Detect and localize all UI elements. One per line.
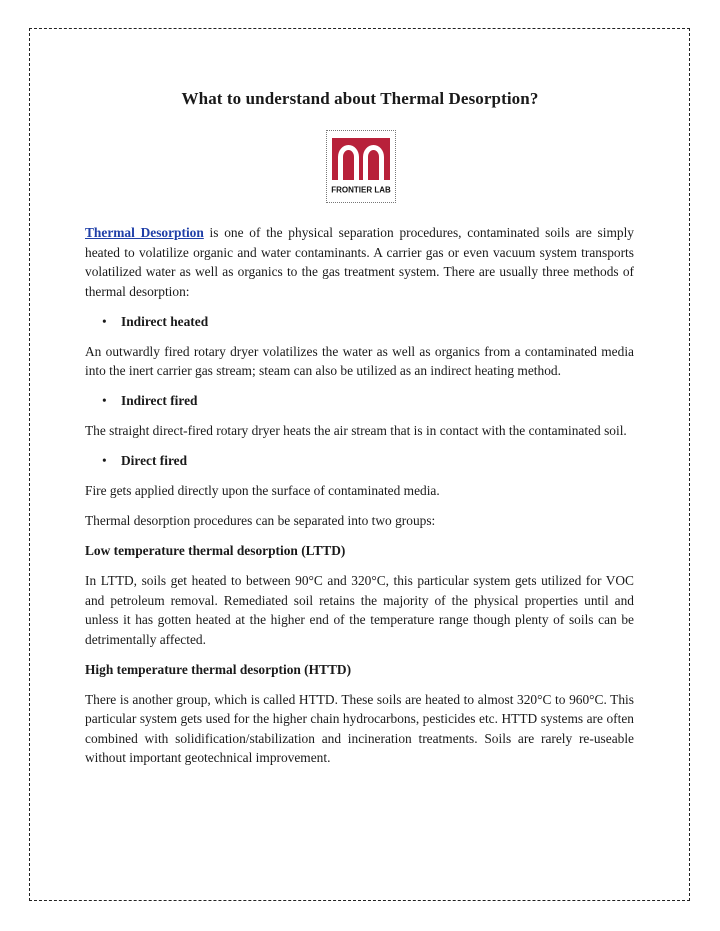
method-bullet (85, 391, 634, 411)
httd-heading: High temperature thermal desorption (HTTD) (85, 661, 352, 677)
httd-paragraph: There is another group, which is called HTTD. These soils are heated to almost 320°C to 960°C. This particular system gets used for the higher chain hydrocarbons, pesticides etc. HTTD systems are often combined with solidification/stabilization and incineration treatments. Soils are rarely re-useable without important geotechnical improvement. (85, 691, 634, 765)
method-label: Indirect fired (121, 393, 198, 408)
svg-text:FRONTIER LAB: FRONTIER LAB (331, 185, 391, 194)
groups-intro: Thermal desorption procedures can be separated into two groups: (85, 513, 436, 528)
bullet-icon: • (102, 393, 107, 408)
frontier-lab-logo (326, 130, 396, 203)
intro-text: is one of the physical separation procedures, contaminated soils are simply heated to volatilize organic and water contaminants. A carrier gas or even vacuum system transports volatilized water as well as organics to the gas treatment system. There are usually three methods of thermal desorption: (85, 225, 634, 299)
bullet-icon: • (102, 313, 107, 329)
bullet-icon: • (102, 453, 107, 468)
method-description: An outwardly fired rotary dryer volatilizes the water as well as organics from a contaminated media into the inert carrier gas stream; steam can also be utilized as an indirect heating method. (85, 343, 634, 378)
article-body (85, 223, 634, 778)
logo-image (330, 135, 392, 199)
method-label: Indirect heated (121, 313, 209, 329)
intro-paragraph (85, 223, 634, 301)
method-label: Direct fired (121, 453, 188, 468)
method-description: The straight direct-fired rotary dryer heats the air stream that is in contact with the contaminated soil. (85, 423, 627, 438)
lttd-paragraph: In LTTD, soils get heated to between 90°C and 320°C, this particular system gets utilized for VOC and petroleum removal. Remediated soil retains the majority of the physical properties until and unless it has gotten heated at the higher end of the temperature range though plenty of soils can be detrimentally affected. (85, 573, 634, 647)
method-bullet (85, 451, 634, 471)
method-bullet (85, 312, 634, 332)
method-description: Fire gets applied directly upon the surface of contaminated media. (85, 483, 440, 498)
lttd-heading: Low temperature thermal desorption (LTTD) (85, 543, 346, 558)
thermal-desorption-link[interactable]: Thermal Desorption (85, 225, 204, 240)
document-title: What to understand about Thermal Desorption? (181, 89, 539, 108)
